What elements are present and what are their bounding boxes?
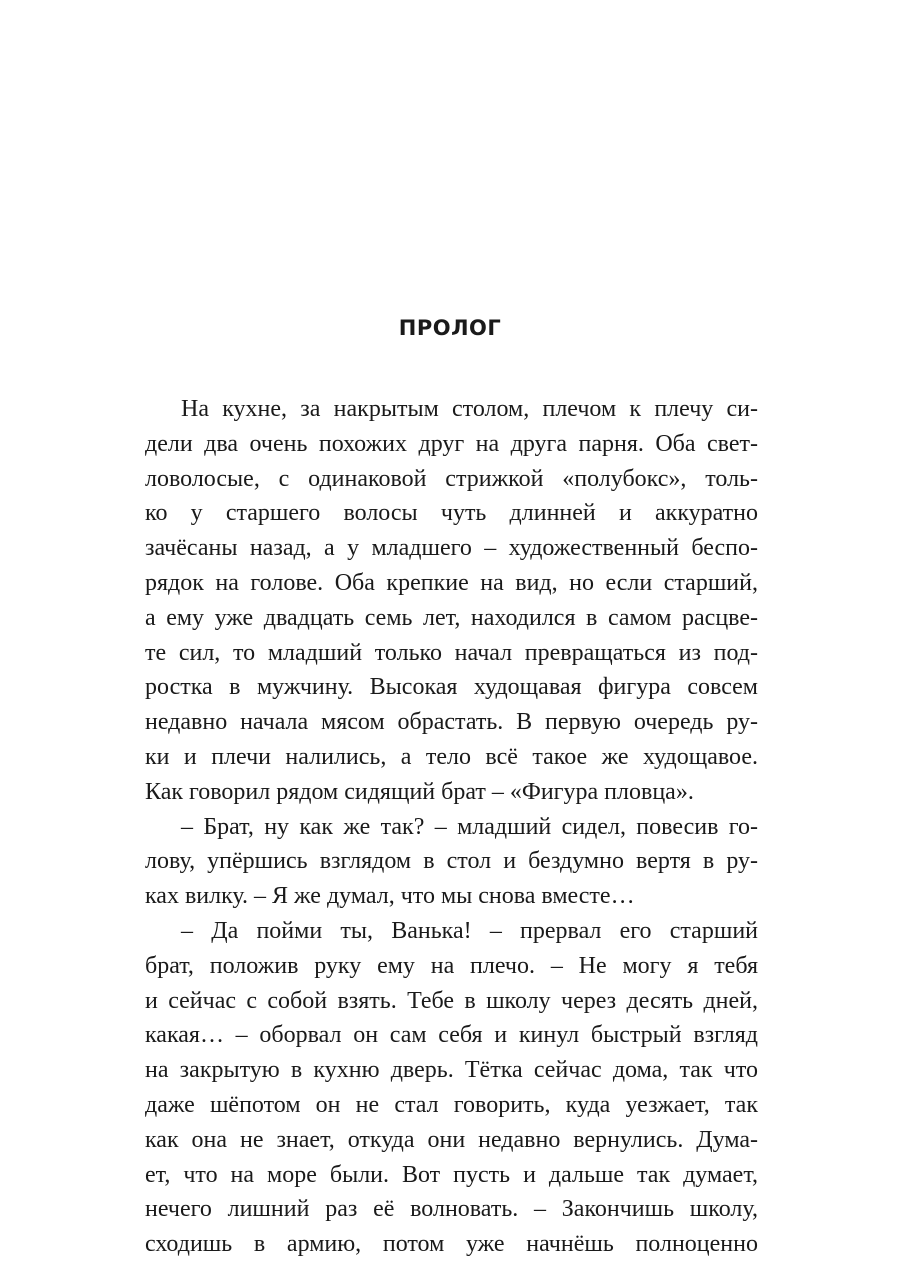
text-line: ростка в мужчину. Высокая худощавая фигура совсем bbox=[145, 674, 758, 701]
text-line: дели два очень похожих друг на друга парня. Оба свет- bbox=[145, 430, 758, 457]
text-line: те сил, то младший только начал превращаться из под- bbox=[145, 639, 758, 666]
text-line: ках вилку. – Я же думал, что мы снова вместе… bbox=[145, 883, 635, 910]
text-line: зачёсаны назад, а у младшего – художественный беспо- bbox=[145, 535, 758, 562]
text-line: Как говорил рядом сидящий брат – «Фигура пловца». bbox=[145, 778, 694, 805]
text-line: брат, положив руку ему на плечо. – Не могу я тебя bbox=[145, 952, 758, 979]
text-line: и сейчас с собой взять. Тебе в школу через десять дней, bbox=[145, 987, 758, 1014]
text-line: – Брат, ну как же так? – младший сидел, повесив го- bbox=[181, 813, 758, 840]
text-line: рядок на голове. Оба крепкие на вид, но если старший, bbox=[145, 569, 758, 596]
text-line: на закрытую в кухню дверь. Тётка сейчас дома, так что bbox=[145, 1057, 758, 1084]
chapter-title: ПРОЛОГ bbox=[398, 316, 502, 340]
chapter-body bbox=[145, 392, 758, 1262]
text-line: недавно начала мясом обрастать. В первую очередь ру- bbox=[145, 709, 758, 736]
text-line: На кухне, за накрытым столом, плечом к плечу си- bbox=[181, 396, 758, 422]
text-line: ки и плечи налились, а тело всё такое же худощавое. bbox=[145, 743, 758, 770]
text-line: ко у старшего волосы чуть длинней и аккуратно bbox=[145, 500, 758, 527]
text-line: как она не знает, откуда они недавно вернулись. Дума- bbox=[145, 1126, 758, 1153]
text-line: какая… – оборвал он сам себя и кинул быстрый взгляд bbox=[145, 1022, 758, 1049]
text-line: ловолосые, с одинаковой стрижкой «полубокс», толь- bbox=[145, 465, 758, 492]
text-line: нечего лишний раз её волновать. – Закончишь школу, bbox=[145, 1196, 758, 1223]
text-line: лову, упёршись взглядом в стол и бездумно вертя в ру- bbox=[145, 848, 758, 875]
text-line: сходишь в армию, потом уже начнёшь полноценно bbox=[145, 1231, 758, 1258]
text-line: – Да пойми ты, Ванька! – прервал его старший bbox=[181, 917, 758, 944]
text-line: а ему уже двадцать семь лет, находился в самом расцве- bbox=[145, 604, 758, 631]
text-line: ет, что на море были. Вот пусть и дальше так думает, bbox=[145, 1161, 758, 1188]
text-line: даже шёпотом он не стал говорить, куда уезжает, так bbox=[145, 1091, 758, 1118]
